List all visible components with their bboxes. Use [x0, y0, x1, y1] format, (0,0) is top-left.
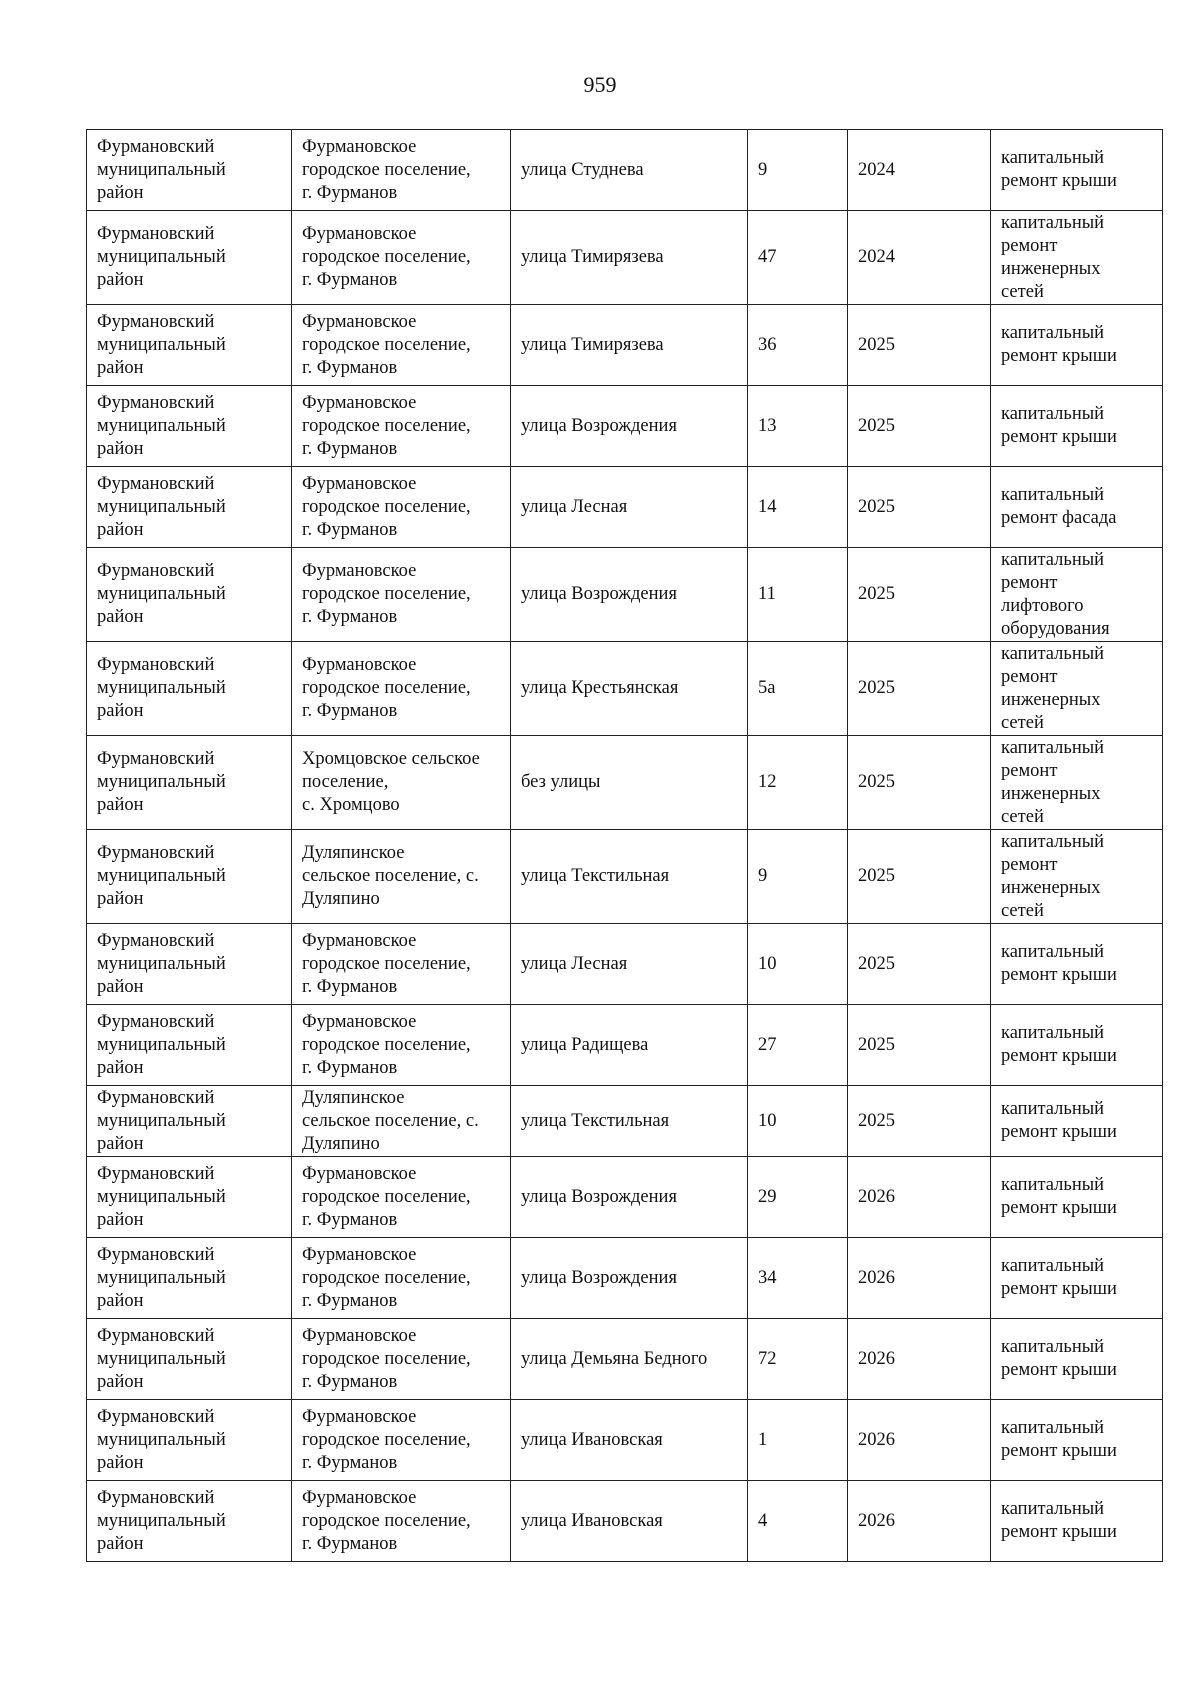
year-cell: 2025 — [848, 548, 991, 642]
table-row — [87, 548, 1163, 642]
street-cell: улица Радищева — [511, 1005, 748, 1086]
work-type-cell: капитальный ремонт инженерных сетей — [991, 211, 1163, 305]
district-cell: Фурмановский муниципальный район — [87, 1238, 292, 1319]
table-row — [87, 1481, 1163, 1562]
settlement-cell: Хромцовское сельское поселение, с. Хромцово — [292, 736, 511, 830]
house-number-cell: 13 — [748, 386, 848, 467]
work-type-cell: капитальный ремонт инженерных сетей — [991, 736, 1163, 830]
house-number-cell: 72 — [748, 1319, 848, 1400]
table-row — [87, 1157, 1163, 1238]
district-cell: Фурмановский муниципальный район — [87, 211, 292, 305]
year-cell: 2025 — [848, 467, 991, 548]
work-type-cell: капитальный ремонт крыши — [991, 130, 1163, 211]
year-cell: 2025 — [848, 642, 991, 736]
year-cell: 2026 — [848, 1238, 991, 1319]
year-cell: 2025 — [848, 924, 991, 1005]
district-cell: Фурмановский муниципальный район — [87, 736, 292, 830]
house-number-cell: 36 — [748, 305, 848, 386]
settlement-cell: Фурмановское городское поселение, г. Фурманов — [292, 924, 511, 1005]
district-cell: Фурмановский муниципальный район — [87, 305, 292, 386]
table-row — [87, 924, 1163, 1005]
year-cell: 2025 — [848, 736, 991, 830]
table-row — [87, 1086, 1163, 1157]
work-type-cell: капитальный ремонт крыши — [991, 1400, 1163, 1481]
settlement-cell: Фурмановское городское поселение, г. Фурманов — [292, 1319, 511, 1400]
year-cell: 2026 — [848, 1157, 991, 1238]
district-cell: Фурмановский муниципальный район — [87, 467, 292, 548]
house-number-cell: 9 — [748, 830, 848, 924]
street-cell: улица Ивановская — [511, 1481, 748, 1562]
house-number-cell: 14 — [748, 467, 848, 548]
street-cell: без улицы — [511, 736, 748, 830]
house-number-cell: 47 — [748, 211, 848, 305]
year-cell: 2026 — [848, 1400, 991, 1481]
street-cell: улица Лесная — [511, 924, 748, 1005]
table-row — [87, 1005, 1163, 1086]
settlement-cell: Фурмановское городское поселение, г. Фурманов — [292, 130, 511, 211]
district-cell: Фурмановский муниципальный район — [87, 130, 292, 211]
work-type-cell: капитальный ремонт крыши — [991, 924, 1163, 1005]
settlement-cell: Фурмановское городское поселение, г. Фурманов — [292, 467, 511, 548]
settlement-cell: Фурмановское городское поселение, г. Фурманов — [292, 642, 511, 736]
street-cell: улица Демьяна Бедного — [511, 1319, 748, 1400]
settlement-cell: Фурмановское городское поселение, г. Фурманов — [292, 1157, 511, 1238]
street-cell: улица Возрождения — [511, 548, 748, 642]
district-cell: Фурмановский муниципальный район — [87, 386, 292, 467]
district-cell: Фурмановский муниципальный район — [87, 1319, 292, 1400]
table-row — [87, 1319, 1163, 1400]
settlement-cell: Фурмановское городское поселение, г. Фурманов — [292, 1005, 511, 1086]
table-row — [87, 642, 1163, 736]
district-cell: Фурмановский муниципальный район — [87, 642, 292, 736]
year-cell: 2024 — [848, 130, 991, 211]
year-cell: 2025 — [848, 1005, 991, 1086]
table-row — [87, 386, 1163, 467]
settlement-cell: Фурмановское городское поселение, г. Фурманов — [292, 548, 511, 642]
district-cell: Фурмановский муниципальный район — [87, 924, 292, 1005]
house-number-cell: 10 — [748, 924, 848, 1005]
table-row — [87, 130, 1163, 211]
year-cell: 2025 — [848, 830, 991, 924]
settlement-cell: Дуляпинское сельское поселение, с. Дуляпино — [292, 830, 511, 924]
work-type-cell: капитальный ремонт крыши — [991, 305, 1163, 386]
house-number-cell: 29 — [748, 1157, 848, 1238]
work-type-cell: капитальный ремонт крыши — [991, 1238, 1163, 1319]
street-cell: улица Тимирязева — [511, 211, 748, 305]
district-cell: Фурмановский муниципальный район — [87, 1400, 292, 1481]
work-type-cell: капитальный ремонт крыши — [991, 1481, 1163, 1562]
work-type-cell: капитальный ремонт инженерных сетей — [991, 830, 1163, 924]
table-row — [87, 736, 1163, 830]
street-cell: улица Студнева — [511, 130, 748, 211]
repair-schedule-table — [86, 129, 1163, 1562]
work-type-cell: капитальный ремонт крыши — [991, 386, 1163, 467]
page-number: 959 — [583, 72, 617, 97]
settlement-cell: Фурмановское городское поселение, г. Фурманов — [292, 211, 511, 305]
table-row — [87, 830, 1163, 924]
street-cell: улица Ивановская — [511, 1400, 748, 1481]
work-type-cell: капитальный ремонт инженерных сетей — [991, 642, 1163, 736]
street-cell: улица Возрождения — [511, 1238, 748, 1319]
house-number-cell: 27 — [748, 1005, 848, 1086]
street-cell: улица Текстильная — [511, 1086, 748, 1157]
house-number-cell: 12 — [748, 736, 848, 830]
district-cell: Фурмановский муниципальный район — [87, 1481, 292, 1562]
street-cell: улица Тимирязева — [511, 305, 748, 386]
year-cell: 2025 — [848, 386, 991, 467]
year-cell: 2025 — [848, 1086, 991, 1157]
settlement-cell: Фурмановское городское поселение, г. Фурманов — [292, 1481, 511, 1562]
house-number-cell: 9 — [748, 130, 848, 211]
house-number-cell: 10 — [748, 1086, 848, 1157]
year-cell: 2026 — [848, 1319, 991, 1400]
house-number-cell: 11 — [748, 548, 848, 642]
district-cell: Фурмановский муниципальный район — [87, 1005, 292, 1086]
work-type-cell: капитальный ремонт крыши — [991, 1319, 1163, 1400]
district-cell: Фурмановский муниципальный район — [87, 1157, 292, 1238]
settlement-cell: Фурмановское городское поселение, г. Фурманов — [292, 305, 511, 386]
district-cell: Фурмановский муниципальный район — [87, 830, 292, 924]
table-row — [87, 1238, 1163, 1319]
settlement-cell: Фурмановское городское поселение, г. Фурманов — [292, 1238, 511, 1319]
work-type-cell: капитальный ремонт лифтового оборудования — [991, 548, 1163, 642]
street-cell: улица Крестьянская — [511, 642, 748, 736]
settlement-cell: Фурмановское городское поселение, г. Фурманов — [292, 386, 511, 467]
year-cell: 2024 — [848, 211, 991, 305]
street-cell: улица Лесная — [511, 467, 748, 548]
house-number-cell: 34 — [748, 1238, 848, 1319]
table-body — [87, 130, 1163, 1562]
street-cell: улица Возрождения — [511, 386, 748, 467]
year-cell: 2026 — [848, 1481, 991, 1562]
table-row — [87, 467, 1163, 548]
year-cell: 2025 — [848, 305, 991, 386]
street-cell: улица Возрождения — [511, 1157, 748, 1238]
work-type-cell: капитальный ремонт крыши — [991, 1005, 1163, 1086]
district-cell: Фурмановский муниципальный район — [87, 548, 292, 642]
work-type-cell: капитальный ремонт крыши — [991, 1157, 1163, 1238]
house-number-cell: 5а — [748, 642, 848, 736]
settlement-cell: Фурмановское городское поселение, г. Фурманов — [292, 1400, 511, 1481]
work-type-cell: капитальный ремонт фасада — [991, 467, 1163, 548]
district-cell: Фурмановский муниципальный район — [87, 1086, 292, 1157]
street-cell: улица Текстильная — [511, 830, 748, 924]
table-row — [87, 305, 1163, 386]
settlement-cell: Дуляпинское сельское поселение, с. Дуляпино — [292, 1086, 511, 1157]
house-number-cell: 4 — [748, 1481, 848, 1562]
work-type-cell: капитальный ремонт крыши — [991, 1086, 1163, 1157]
house-number-cell: 1 — [748, 1400, 848, 1481]
table-row — [87, 1400, 1163, 1481]
table-row — [87, 211, 1163, 305]
